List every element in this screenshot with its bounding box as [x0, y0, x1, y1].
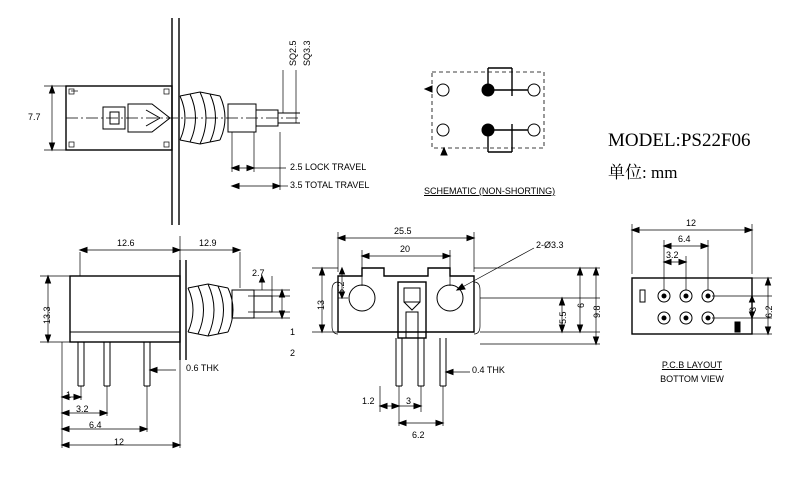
dim-lock-travel: 2.5 LOCK TRAVEL	[290, 162, 367, 172]
dim-5-5: 5.5	[558, 311, 568, 324]
dim-1-right: 1	[290, 327, 296, 337]
dim-13: 13	[316, 299, 326, 310]
dim-1-bottom: 1	[66, 390, 72, 400]
dim-total-travel: 3.5 TOTAL TRAVEL	[290, 180, 370, 190]
dim-sq2-5: SQ2.5	[288, 40, 298, 66]
dim-7-7: 7.7	[28, 112, 41, 122]
dim-6-2-bottom: 6.2	[412, 430, 425, 440]
dim-6-2-left: 6.2	[336, 281, 346, 294]
dim-0-4-thk: 0.4 THK	[472, 365, 505, 375]
dim-12-6: 12.6	[117, 238, 135, 248]
dim-25-5: 25.5	[394, 226, 412, 236]
dim-9-8: 9.8	[592, 305, 602, 318]
dim-2-right: 2	[290, 348, 296, 358]
pcb-dim-6-2: 6.2	[764, 305, 774, 318]
pcb-dim-3: 3	[748, 306, 758, 312]
dim-sq3-3: SQ3.3	[302, 40, 312, 66]
note-2-dia-3-3: 2-Ø3.3	[536, 240, 564, 250]
dim-3-2: 3.2	[76, 404, 89, 414]
dim-12-9: 12.9	[199, 238, 217, 248]
dim-6-4: 6.4	[89, 420, 102, 430]
dim-13-3: 13.3	[42, 306, 52, 324]
schematic-caption: SCHEMATIC (NON-SHORTING)	[424, 186, 556, 196]
pcb-dim-12: 12	[686, 218, 697, 228]
pcb-caption-line1: P.C.B LAYOUT	[661, 360, 723, 370]
dim-20: 20	[400, 244, 411, 254]
pcb-dim-6-4: 6.4	[678, 234, 691, 244]
dim-12: 12	[114, 437, 125, 447]
dim-1-2: 1.2	[362, 396, 375, 406]
dim-3: 3	[406, 396, 412, 406]
dim-2-7: 2.7	[252, 268, 265, 278]
pcb-caption-line2: BOTTOM VIEW	[660, 374, 724, 384]
dim-0-6-thk: 0.6 THK	[186, 363, 219, 373]
dim-6: 6	[576, 302, 586, 308]
model-title: MODEL:PS22F06	[608, 130, 751, 151]
unit-label: 单位: mm	[608, 163, 678, 182]
pcb-dim-3-2: 3.2	[666, 250, 679, 260]
